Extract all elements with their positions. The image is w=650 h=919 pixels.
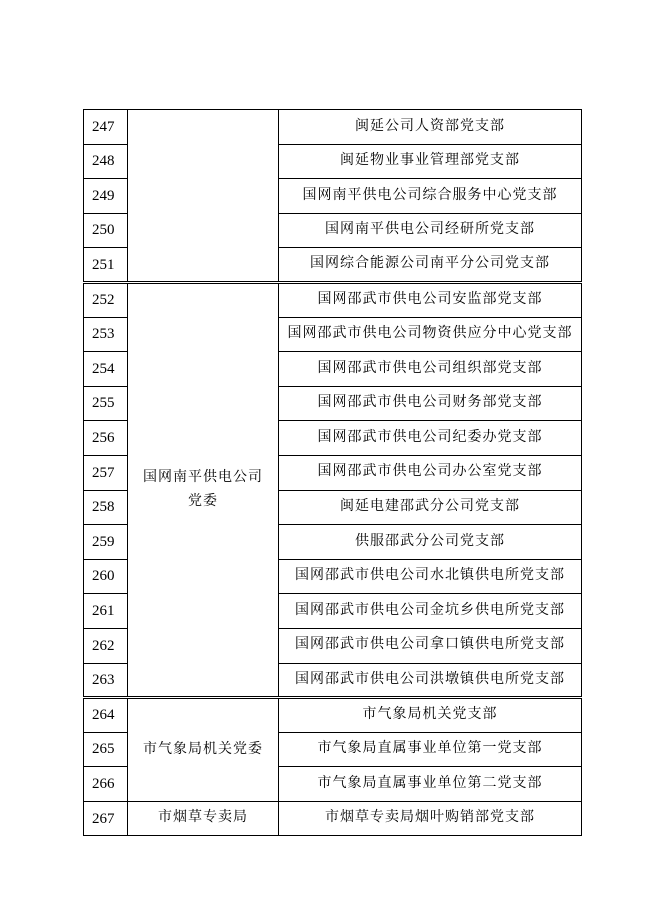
row-number: 259 — [84, 525, 128, 560]
party-branch-name: 国网邵武市供电公司组织部党支部 — [279, 352, 582, 387]
parent-organization — [128, 110, 279, 283]
party-branch-name: 闽延电建邵武分公司党支部 — [279, 490, 582, 525]
row-number: 262 — [84, 628, 128, 663]
party-branch-name: 闽延公司人资部党支部 — [279, 110, 582, 145]
row-number: 267 — [84, 801, 128, 836]
party-branch-name: 国网邵武市供电公司水北镇供电所党支部 — [279, 559, 582, 594]
party-branch-name: 供服邵武分公司党支部 — [279, 525, 582, 560]
party-branch-name: 国网邵武市供电公司洪墩镇供电所党支部 — [279, 663, 582, 698]
row-number: 252 — [84, 282, 128, 317]
party-branch-name: 国网邵武市供电公司安监部党支部 — [279, 282, 582, 317]
parent-organization: 国网南平供电公司党委 — [128, 282, 279, 697]
party-branch-name: 国网南平供电公司综合服务中心党支部 — [279, 179, 582, 214]
row-number: 253 — [84, 317, 128, 352]
row-number: 264 — [84, 698, 128, 733]
party-branch-name: 国网邵武市供电公司拿口镇供电所党支部 — [279, 628, 582, 663]
party-branch-name: 市气象局机关党支部 — [279, 698, 582, 733]
party-branch-name: 国网邵武市供电公司金坑乡供电所党支部 — [279, 594, 582, 629]
party-branch-name: 国网综合能源公司南平分公司党支部 — [279, 248, 582, 283]
row-number: 265 — [84, 732, 128, 767]
row-number: 248 — [84, 144, 128, 179]
row-number: 254 — [84, 352, 128, 387]
party-branch-name: 国网邵武市供电公司物资供应分中心党支部 — [279, 317, 582, 352]
party-branch-name: 市烟草专卖局烟叶购销部党支部 — [279, 801, 582, 836]
row-number: 255 — [84, 386, 128, 421]
table-body — [84, 110, 582, 836]
party-branch-name: 国网邵武市供电公司纪委办党支部 — [279, 421, 582, 456]
row-number: 258 — [84, 490, 128, 525]
row-number: 257 — [84, 455, 128, 490]
party-branch-name: 闽延物业事业管理部党支部 — [279, 144, 582, 179]
table-row — [84, 801, 582, 836]
row-number: 249 — [84, 179, 128, 214]
table-row — [84, 282, 582, 317]
parent-organization: 市气象局机关党委 — [128, 698, 279, 802]
party-branch-name: 国网南平供电公司经研所党支部 — [279, 213, 582, 248]
table-row — [84, 110, 582, 145]
party-branch-name: 国网邵武市供电公司财务部党支部 — [279, 386, 582, 421]
row-number: 266 — [84, 767, 128, 802]
parent-organization: 市烟草专卖局 — [128, 801, 279, 836]
party-branch-name: 国网邵武市供电公司办公室党支部 — [279, 455, 582, 490]
party-branch-name: 市气象局直属事业单位第一党支部 — [279, 732, 582, 767]
row-number: 250 — [84, 213, 128, 248]
row-number: 261 — [84, 594, 128, 629]
party-branch-name: 市气象局直属事业单位第二党支部 — [279, 767, 582, 802]
table-row — [84, 698, 582, 733]
row-number: 256 — [84, 421, 128, 456]
row-number: 251 — [84, 248, 128, 283]
row-number: 263 — [84, 663, 128, 698]
row-number: 247 — [84, 110, 128, 145]
row-number: 260 — [84, 559, 128, 594]
party-branch-table — [83, 109, 582, 836]
